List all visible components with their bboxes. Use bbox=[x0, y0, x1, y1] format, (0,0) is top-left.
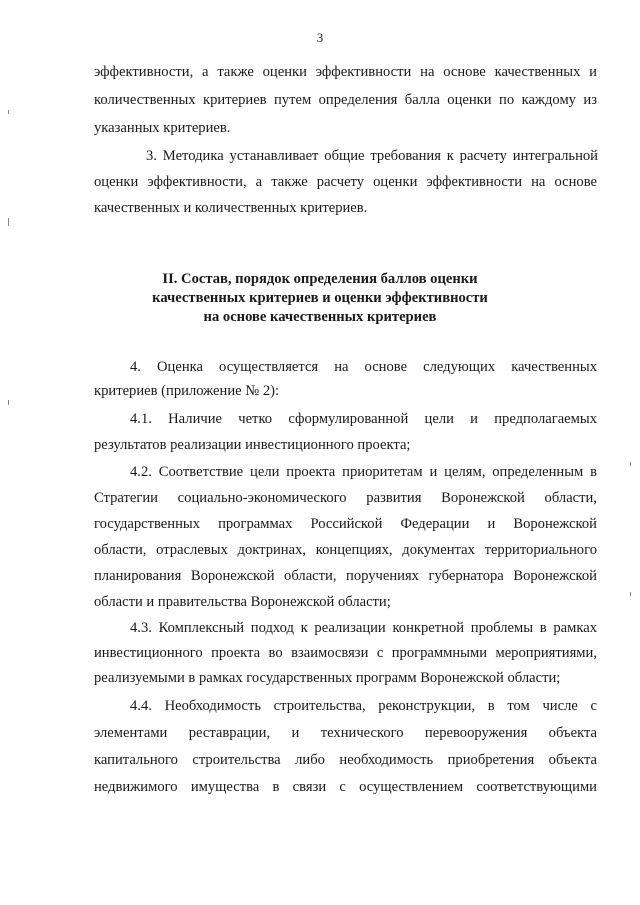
scan-mark bbox=[630, 462, 631, 466]
item-4-2-line-3: государственных программах Российской Федерации и Воронежской bbox=[94, 516, 597, 532]
item-4-line-1: 4. Оценка осуществляется на основе следующих качественных bbox=[130, 359, 597, 375]
scan-mark bbox=[630, 592, 631, 596]
section-heading-line-3: на основе качественных критериев bbox=[203, 309, 437, 325]
item-4-2-line-2: Стратегии социально-экономического развития Воронежской области, bbox=[94, 490, 597, 506]
item-4-line-2: критериев (приложение № 2): bbox=[94, 383, 280, 399]
section-heading-line-1: II. Состав, порядок определения баллов оценки bbox=[162, 271, 478, 287]
item-4-1-line-1: 4.1. Наличие четко сформулированной цели и предполагаемых bbox=[130, 411, 597, 427]
intro-line-2: количественных критериев путем определения балла оценки по каждому из bbox=[94, 92, 597, 108]
intro-line-1: эффективности, а также оценки эффективности на основе качественных и bbox=[94, 64, 597, 80]
scan-mark bbox=[8, 218, 9, 226]
item-3-line-3: качественных и количественных критериев. bbox=[94, 200, 368, 216]
item-4-3-line-2: инвестиционного проекта во взаимосвязи с программными мероприятиями, bbox=[94, 645, 597, 661]
item-4-2-line-6: области и правительства Воронежской области; bbox=[94, 594, 391, 610]
item-3-line-2: оценки эффективности, а также расчету оценки эффективности на основе bbox=[94, 174, 597, 190]
intro-line-3: указанных критериев. bbox=[94, 120, 231, 136]
item-4-3-line-1: 4.3. Комплексный подход к реализации конкретной проблемы в рамках bbox=[130, 620, 597, 636]
section-heading-line-2: качественных критериев и оценки эффективности bbox=[152, 290, 488, 306]
scan-mark bbox=[8, 400, 9, 405]
item-4-4-line-2: элементами реставрации, и технического перевооружения объекта bbox=[94, 725, 597, 741]
item-3-line-1: 3. Методика устанавливает общие требования к расчету интегральной bbox=[146, 148, 598, 164]
item-4-2-line-5: планирования Воронежской области, поручениях губернатора Воронежской bbox=[94, 568, 597, 584]
item-4-2-line-1: 4.2. Соответствие цели проекта приоритетам и целям, определенным в bbox=[130, 464, 597, 480]
scan-mark bbox=[8, 110, 9, 114]
item-4-1-line-2: результатов реализации инвестиционного проекта; bbox=[94, 437, 411, 453]
item-4-4-line-1: 4.4. Необходимость строительства, реконструкции, в том числе с bbox=[130, 698, 597, 714]
item-4-2-line-4: области, отраслевых доктринах, концепциях, документах территориального bbox=[94, 542, 597, 558]
item-4-4-line-3: капитального строительства либо необходимость приобретения объекта bbox=[94, 752, 597, 768]
item-4-4-line-4: недвижимого имущества в связи с осуществлением соответствующими bbox=[94, 779, 597, 795]
item-4-3-line-3: реализуемыми в рамках государственных программ Воронежской области; bbox=[94, 670, 561, 686]
page-number: 3 bbox=[316, 30, 324, 45]
